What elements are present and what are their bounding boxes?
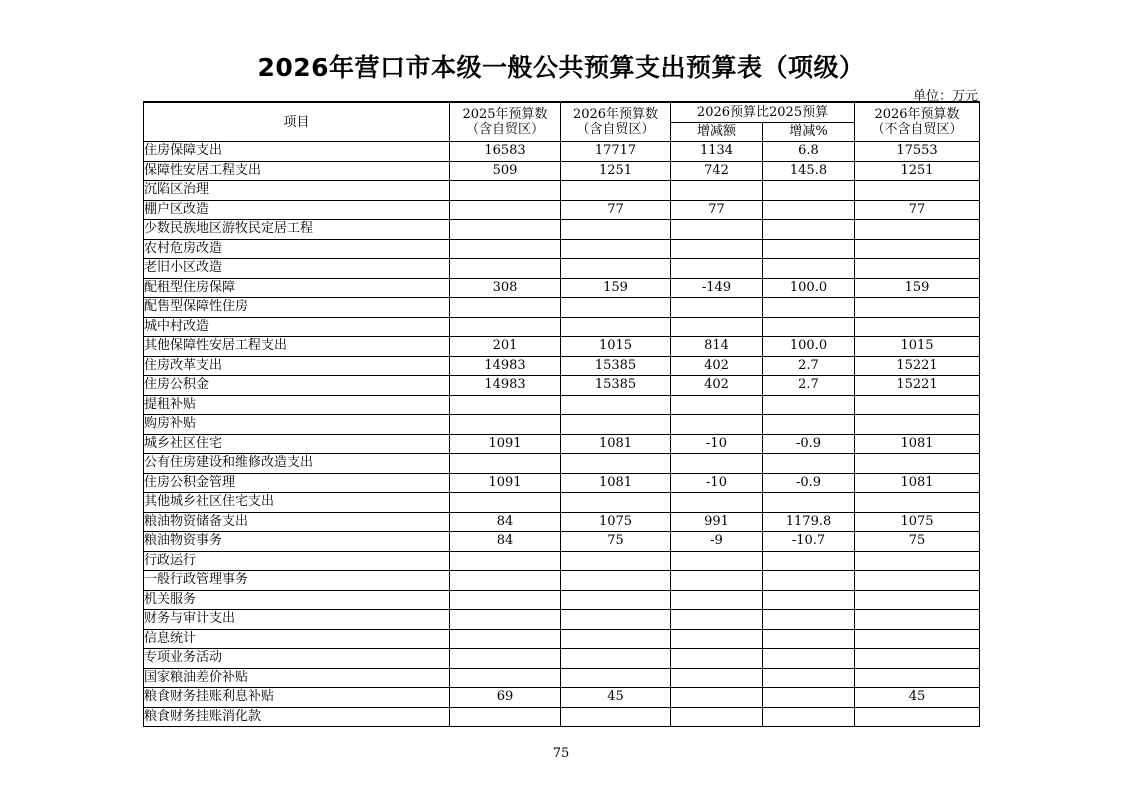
cell-2026-excl [855,493,980,513]
cell-2025 [450,317,561,337]
cell-pct: 100.0 [763,278,855,298]
table-row [144,512,980,532]
header-item: 项目 [144,102,450,142]
cell-2026-excl: 1251 [855,161,980,181]
cell-pct [763,454,855,474]
cell-diff [671,298,763,318]
row-item-name: 配租型住房保障 [144,278,450,298]
row-item-name: 住房改革支出 [144,356,450,376]
row-item-name: 少数民族地区游牧民定居工程 [144,220,450,240]
row-item-name: 城乡社区住宅 [144,434,450,454]
cell-2026-excl [855,415,980,435]
cell-2026-excl [855,668,980,688]
row-item-name: 沉陷区治理 [144,181,450,201]
cell-pct [763,317,855,337]
cell-2026: 159 [561,278,671,298]
cell-2026-excl: 1081 [855,434,980,454]
cell-2026-excl [855,395,980,415]
cell-2026 [561,259,671,279]
cell-2026 [561,239,671,259]
cell-2026 [561,493,671,513]
cell-2026 [561,610,671,630]
table-row [144,395,980,415]
cell-2025 [450,454,561,474]
cell-2026-excl: 1081 [855,473,980,493]
cell-2025 [450,551,561,571]
table-row [144,590,980,610]
cell-2026 [561,590,671,610]
budget-table [143,101,980,727]
cell-2026: 77 [561,200,671,220]
cell-pct: 100.0 [763,337,855,357]
cell-2026-excl [855,454,980,474]
cell-2025 [450,415,561,435]
table-row [144,668,980,688]
cell-2025 [450,259,561,279]
cell-2025: 1091 [450,473,561,493]
header-compare-pct: 增减% [763,122,855,142]
cell-diff: 742 [671,161,763,181]
cell-2026: 1251 [561,161,671,181]
header-2025-line1: 2025年预算数 [462,107,548,122]
cell-2025: 14983 [450,376,561,396]
cell-diff [671,239,763,259]
row-item-name: 住房公积金 [144,376,450,396]
table-row [144,610,980,630]
header-compare-group: 2026预算比2025预算 [671,102,855,122]
table-row [144,142,980,162]
table-row [144,532,980,552]
table-row [144,493,980,513]
cell-pct [763,220,855,240]
cell-2026-excl [855,629,980,649]
cell-2026 [561,551,671,571]
table-row [144,239,980,259]
cell-pct [763,571,855,591]
cell-diff [671,317,763,337]
table-row [144,571,980,591]
row-item-name: 公有住房建设和维修改造支出 [144,454,450,474]
cell-diff [671,629,763,649]
cell-diff: 402 [671,356,763,376]
cell-2026: 1081 [561,434,671,454]
header-2026-excl-line2: （不含自贸区） [871,122,963,137]
cell-pct [763,395,855,415]
table-row [144,278,980,298]
cell-2026-excl: 15221 [855,356,980,376]
cell-pct [763,649,855,669]
cell-diff [671,415,763,435]
cell-diff: 77 [671,200,763,220]
cell-2026-excl: 1015 [855,337,980,357]
cell-2026-excl [855,239,980,259]
cell-2025: 84 [450,512,561,532]
cell-diff [671,688,763,708]
cell-2025 [450,395,561,415]
cell-2026: 15385 [561,356,671,376]
row-item-name: 机关服务 [144,590,450,610]
row-item-name: 城中村改造 [144,317,450,337]
cell-2026-excl [855,649,980,669]
table-row [144,298,980,318]
cell-2026-excl [855,298,980,318]
table-row [144,161,980,181]
cell-2026-excl [855,571,980,591]
cell-diff: -10 [671,434,763,454]
cell-pct [763,551,855,571]
cell-2026-excl: 75 [855,532,980,552]
cell-2025: 201 [450,337,561,357]
cell-2026: 1015 [561,337,671,357]
cell-2026-excl: 15221 [855,376,980,396]
header-2026-line2: （含自贸区） [576,122,655,137]
cell-2026 [561,649,671,669]
cell-2025: 509 [450,161,561,181]
cell-pct: 2.7 [763,356,855,376]
cell-diff: 991 [671,512,763,532]
table-row [144,259,980,279]
cell-2026-excl [855,317,980,337]
row-item-name: 购房补贴 [144,415,450,435]
table-row [144,649,980,669]
row-item-name: 住房保障支出 [144,142,450,162]
cell-2026: 17717 [561,142,671,162]
cell-2025: 69 [450,688,561,708]
cell-2026 [561,220,671,240]
cell-2026-excl [855,551,980,571]
cell-2025 [450,571,561,591]
header-compare-amount: 增减额 [671,122,763,142]
cell-diff: -9 [671,532,763,552]
cell-diff: 814 [671,337,763,357]
cell-2026-excl: 159 [855,278,980,298]
page-number: 75 [552,746,570,761]
cell-diff [671,259,763,279]
unit-label: 单位：万元 [912,89,978,104]
table-header [144,102,980,142]
cell-diff [671,649,763,669]
cell-2025: 84 [450,532,561,552]
cell-2025 [450,629,561,649]
cell-pct: -10.7 [763,532,855,552]
table-row [144,473,980,493]
row-item-name: 国家粮油差价补贴 [144,668,450,688]
table-row [144,454,980,474]
cell-diff: 402 [671,376,763,396]
cell-2025 [450,649,561,669]
table-row [144,415,980,435]
cell-diff [671,493,763,513]
cell-diff [671,395,763,415]
header-2026 [561,102,671,142]
cell-pct: 145.8 [763,161,855,181]
cell-diff [671,707,763,727]
cell-2026-excl [855,181,980,201]
cell-pct [763,298,855,318]
cell-2026-excl: 1075 [855,512,980,532]
cell-2026 [561,181,671,201]
cell-2026 [561,298,671,318]
cell-2026-excl: 45 [855,688,980,708]
cell-2025 [450,493,561,513]
header-2026-excl-line1: 2026年预算数 [874,107,960,122]
table-row [144,376,980,396]
cell-pct: -0.9 [763,434,855,454]
cell-pct [763,493,855,513]
table-row [144,629,980,649]
cell-diff [671,590,763,610]
row-item-name: 其他保障性安居工程支出 [144,337,450,357]
table-row [144,317,980,337]
row-item-name: 粮油物资储备支出 [144,512,450,532]
row-item-name: 信息统计 [144,629,450,649]
table-body [144,142,980,727]
cell-pct [763,239,855,259]
cell-2026: 1081 [561,473,671,493]
header-2026-excl [855,102,980,142]
cell-2026: 75 [561,532,671,552]
cell-2025: 14983 [450,356,561,376]
cell-2025: 308 [450,278,561,298]
cell-pct [763,610,855,630]
table-row [144,434,980,454]
row-item-name: 住房公积金管理 [144,473,450,493]
cell-diff [671,668,763,688]
cell-2026-excl [855,259,980,279]
cell-2025 [450,707,561,727]
cell-pct [763,629,855,649]
row-item-name: 提租补贴 [144,395,450,415]
cell-diff [671,610,763,630]
cell-pct [763,688,855,708]
cell-2025: 16583 [450,142,561,162]
row-item-name: 一般行政管理事务 [144,571,450,591]
cell-diff [671,220,763,240]
cell-2026 [561,415,671,435]
header-2026-line1: 2026年预算数 [572,107,659,122]
cell-2025 [450,298,561,318]
cell-2026-excl: 77 [855,200,980,220]
row-item-name: 财务与审计支出 [144,610,450,630]
cell-2026-excl: 17553 [855,142,980,162]
cell-2026 [561,317,671,337]
cell-2026: 45 [561,688,671,708]
row-item-name: 棚户区改造 [144,200,450,220]
header-2025-line2: （含自贸区） [465,122,544,137]
cell-pct [763,668,855,688]
row-item-name: 农村危房改造 [144,239,450,259]
cell-pct [763,259,855,279]
cell-pct: 2.7 [763,376,855,396]
row-item-name: 老旧小区改造 [144,259,450,279]
cell-pct [763,590,855,610]
table-row [144,551,980,571]
cell-2026 [561,629,671,649]
table-row [144,688,980,708]
cell-2025 [450,590,561,610]
cell-2025 [450,220,561,240]
cell-pct [763,707,855,727]
cell-2025 [450,610,561,630]
cell-diff: -149 [671,278,763,298]
row-item-name: 保障性安居工程支出 [144,161,450,181]
table-row [144,220,980,240]
cell-2026-excl [855,590,980,610]
cell-2026: 1075 [561,512,671,532]
header-2025 [450,102,561,142]
page-title: 2026年营口市本级一般公共预算支出预算表（项级） [257,53,865,82]
cell-pct: 1179.8 [763,512,855,532]
table-row [144,181,980,201]
cell-pct: 6.8 [763,142,855,162]
cell-diff: 1134 [671,142,763,162]
table-row [144,356,980,376]
cell-2026 [561,668,671,688]
cell-diff: -10 [671,473,763,493]
cell-diff [671,181,763,201]
cell-2025 [450,239,561,259]
cell-pct: -0.9 [763,473,855,493]
cell-2026 [561,395,671,415]
row-item-name: 粮食财务挂账利息补贴 [144,688,450,708]
row-item-name: 粮油物资事务 [144,532,450,552]
cell-2025 [450,181,561,201]
cell-pct [763,415,855,435]
cell-diff [671,454,763,474]
row-item-name: 粮食财务挂账消化款 [144,707,450,727]
cell-2026 [561,454,671,474]
cell-2025 [450,200,561,220]
cell-2026-excl [855,220,980,240]
row-item-name: 专项业务活动 [144,649,450,669]
cell-pct [763,181,855,201]
cell-2026 [561,571,671,591]
row-item-name: 行政运行 [144,551,450,571]
cell-2026: 15385 [561,376,671,396]
table-row [144,200,980,220]
cell-2026-excl [855,707,980,727]
table-row [144,707,980,727]
row-item-name: 其他城乡社区住宅支出 [144,493,450,513]
cell-2025 [450,668,561,688]
row-item-name: 配售型保障性住房 [144,298,450,318]
cell-pct [763,200,855,220]
table-row [144,337,980,357]
cell-2026-excl [855,610,980,630]
cell-2025: 1091 [450,434,561,454]
cell-diff [671,551,763,571]
cell-2026 [561,707,671,727]
cell-diff [671,571,763,591]
